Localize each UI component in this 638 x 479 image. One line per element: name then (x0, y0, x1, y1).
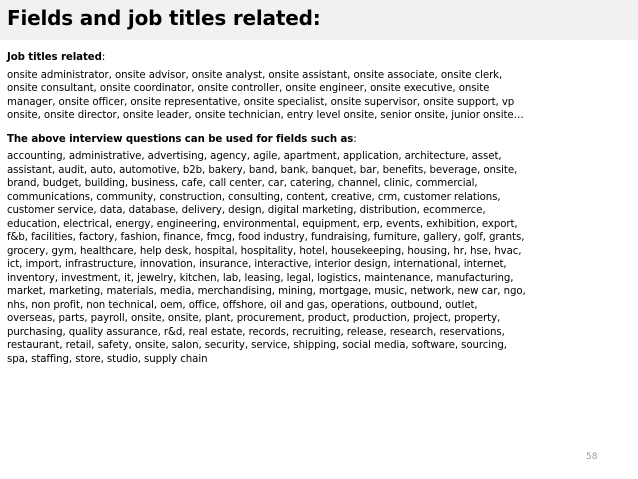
fields-line: brand, budget, building, business, cafe, call center, car, catering, channel, clinic, commercial, (7, 178, 478, 189)
job-titles-label-colon: : (101, 52, 106, 63)
page-number: 58 (586, 452, 598, 462)
fields-list (7, 150, 631, 366)
fields-line: f&b, facilities, factory, fashion, finance, fmcg, food industry, fundraising, furniture, gallery, golf, grants, (7, 232, 525, 243)
fields-line: communications, community, construction, consulting, content, creative, crm, customer relations, (7, 191, 501, 203)
section-gap (7, 123, 631, 133)
fields-line: ict, import, infrastructure, innovation, insurance, interactive, interior design, international, internet, (7, 259, 507, 270)
title-bar (0, 0, 638, 40)
job-titles-line: manager, onsite officer, onsite representative, onsite specialist, onsite supervisor, onsite support, vp (7, 96, 515, 108)
fields-line: purchasing, quality assurance, r&d, real estate, records, recruiting, release, research, reservations, (7, 326, 505, 338)
fields-line: customer service, data, database, delivery, design, digital marketing, distribution, ecommerce, (7, 205, 486, 216)
fields-label: The above interview questions can be used for fields such as (7, 133, 354, 145)
job-titles-line: onsite, onsite director, onsite leader, onsite technician, entry level onsite, senior onsite, junior onsite… (7, 110, 524, 121)
job-titles-line: onsite administrator, onsite advisor, onsite analyst, onsite assistant, onsite associate, onsite clerk, (7, 69, 503, 81)
fields-line: market, marketing, materials, media, merchandising, mining, mortgage, music, network, new car, ngo, (7, 286, 526, 297)
fields-line: education, electrical, energy, engineering, environmental, equipment, erp, events, exhibition, export, (7, 218, 518, 230)
fields-heading (7, 133, 631, 147)
fields-line: accounting, administrative, advertising, agency, agile, apartment, application, architecture, asset, (7, 151, 502, 162)
fields-line: nhs, non profit, non technical, oem, office, offshore, oil and gas, operations, outbound, outlet, (7, 299, 478, 311)
job-titles-heading (7, 51, 631, 65)
slide-content (7, 51, 631, 366)
fields-line: grocery, gym, healthcare, help desk, hospital, hospitality, hotel, housekeeping, housing, hr, hse, hvac, (7, 245, 522, 257)
fields-line: overseas, parts, payroll, onsite, onsite, plant, procurement, product, production, project, property, (7, 313, 501, 324)
job-titles-line: onsite consultant, onsite coordinator, onsite controller, onsite engineer, onsite executive, onsite (7, 83, 490, 94)
fields-line: restaurant, retail, safety, onsite, salon, security, service, shipping, social media, software, sourcing, (7, 340, 507, 351)
fields-line: inventory, investment, it, jewelry, kitchen, lab, leasing, legal, logistics, maintenance, manufacturing, (7, 272, 514, 284)
fields-line: assistant, audit, auto, automotive, b2b, bakery, band, bank, banquet, bar, benefits, beverage, onsite, (7, 164, 518, 176)
job-titles-label: Job titles related (7, 52, 102, 63)
fields-label-colon: : (353, 133, 357, 145)
job-titles-list (7, 69, 631, 123)
slide-title: Fields and job titles related: (7, 6, 321, 30)
fields-line: spa, staffing, store, studio, supply chain (7, 353, 208, 365)
